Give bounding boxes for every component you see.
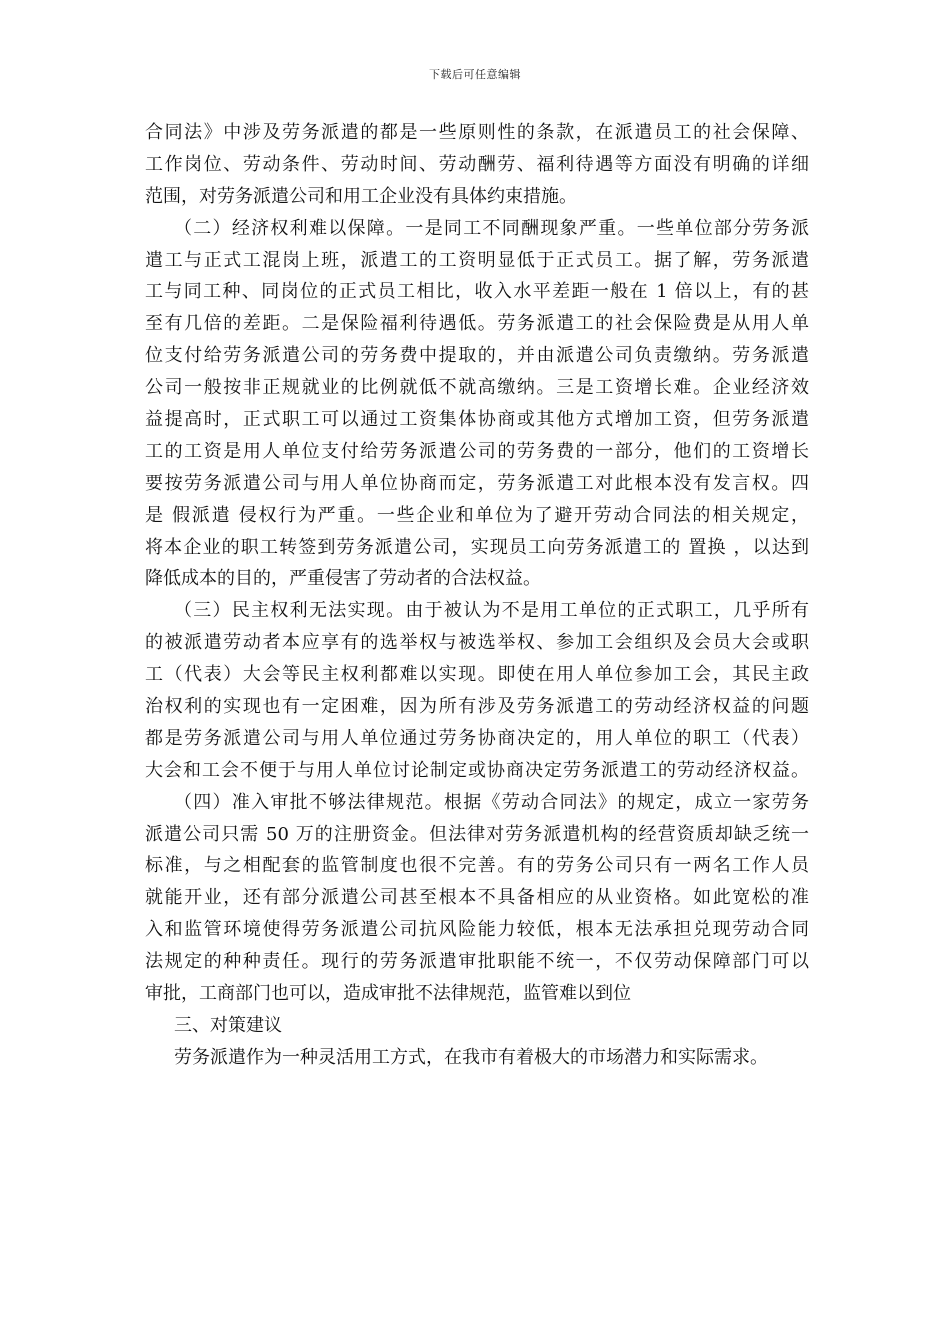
text-line: （三）民主权利无法实现。由于被认为不是用工单位的正式职工，几乎所有 <box>174 600 809 622</box>
text-line: 工的工资是用人单位支付给劳务派遣公司的劳务费的一部分，他们的工资增长 <box>145 440 809 462</box>
text-line: 派遣公司只需 50 万的注册资金。但法律对劳务派遣机构的经营资质却缺乏统一 <box>145 823 809 845</box>
text-line: 合同法》中涉及劳务派遣的都是一些原则性的条款，在派遣员工的社会保障、 <box>145 122 809 143</box>
text-line: 工与同工种、同岗位的正式员工相比，收入水平差距一般在 1 倍以上，有的甚 <box>145 281 809 303</box>
text-line: 劳务派遣作为一种灵活用工方式，在我市有着极大的市场潜力和实际需求。 <box>174 1046 768 1068</box>
text-line: 降低成本的目的，严重侵害了劳动者的合法权益。 <box>145 568 541 590</box>
text-line: 公司一般按非正规就业的比例就低不就高缴纳。三是工资增长难。企业经济效 <box>145 377 809 399</box>
text-line: 都是劳务派遣公司与用人单位通过劳务协商决定的，用人单位的职工（代表） <box>145 727 809 749</box>
text-line: 工作岗位、劳动条件、劳动时间、劳动酬劳、福利待遇等方面没有明确的详细 <box>145 153 809 175</box>
text-line: 益提高时，正式职工可以通过工资集体协商或其他方式增加工资，但劳务派遣 <box>145 409 809 431</box>
page-header-note: 下载后可任意编辑 <box>429 68 521 81</box>
text-line: （四）准入审批不够法律规范。根据《劳动合同法》的规定，成立一家劳务 <box>174 791 809 813</box>
text-line: 遣工与正式工混岗上班，派遣工的工资明显低于正式员工。据了解，劳务派遣 <box>145 249 809 271</box>
text-line: 工（代表）大会等民主权利都难以实现。即使在用人单位参加工会，其民主政 <box>145 664 809 686</box>
text-line: 位支付给劳务派遣公司的劳务费中提取的，并由派遣公司负责缴纳。劳务派遣 <box>145 345 809 367</box>
text-line: 大会和工会不便于与用人单位讨论制定或协商决定劳务派遣工的劳动经济权益。 <box>145 759 809 781</box>
document-body <box>145 117 809 1074</box>
text-line: 至有几倍的差距。二是保险福利待遇低。劳务派遣工的社会保险费是从用人单 <box>145 313 809 335</box>
text-line: 治权利的实现也有一定困难，因为所有涉及劳务派遣工的劳动经济权益的问题 <box>145 696 809 718</box>
text-line: 法规定的种种责任。现行的劳务派遣审批职能不统一，不仅劳动保障部门可以 <box>145 951 809 973</box>
text-line: 入和监管环境使得劳务派遣公司抗风险能力较低，根本无法承担兑现劳动合同 <box>145 919 809 941</box>
text-line: 标准，与之相配套的监管制度也很不完善。有的劳务公司只有一两名工作人员 <box>145 855 809 877</box>
text-line: 三、对策建议 <box>174 1014 282 1036</box>
text-line: 审批，工商部门也可以，造成审批不法律规范，监管难以到位 <box>145 983 631 1005</box>
text-line: 是 假派遣 侵权行为严重。一些企业和单位为了避开劳动合同法的相关规定， <box>145 504 809 526</box>
text-line: 的被派遣劳动者本应享有的选举权与被选举权、参加工会组织及会员大会或职 <box>145 632 809 654</box>
text-line: （二）经济权利难以保障。一是同工不同酬现象严重。一些单位部分劳务派 <box>174 217 809 239</box>
text-line: 将本企业的职工转签到劳务派遣公司，实现员工向劳务派遣工的 置换 ，以达到 <box>145 536 809 558</box>
text-line: 就能开业，还有部分派遣公司甚至根本不具备相应的从业资格。如此宽松的准 <box>145 887 809 909</box>
text-line: 范围，对劳务派遣公司和用工企业没有具体约束措施。 <box>145 185 577 207</box>
text-line: 要按劳务派遣公司与用人单位协商而定，劳务派遣工对此根本没有发言权。四 <box>145 472 809 494</box>
